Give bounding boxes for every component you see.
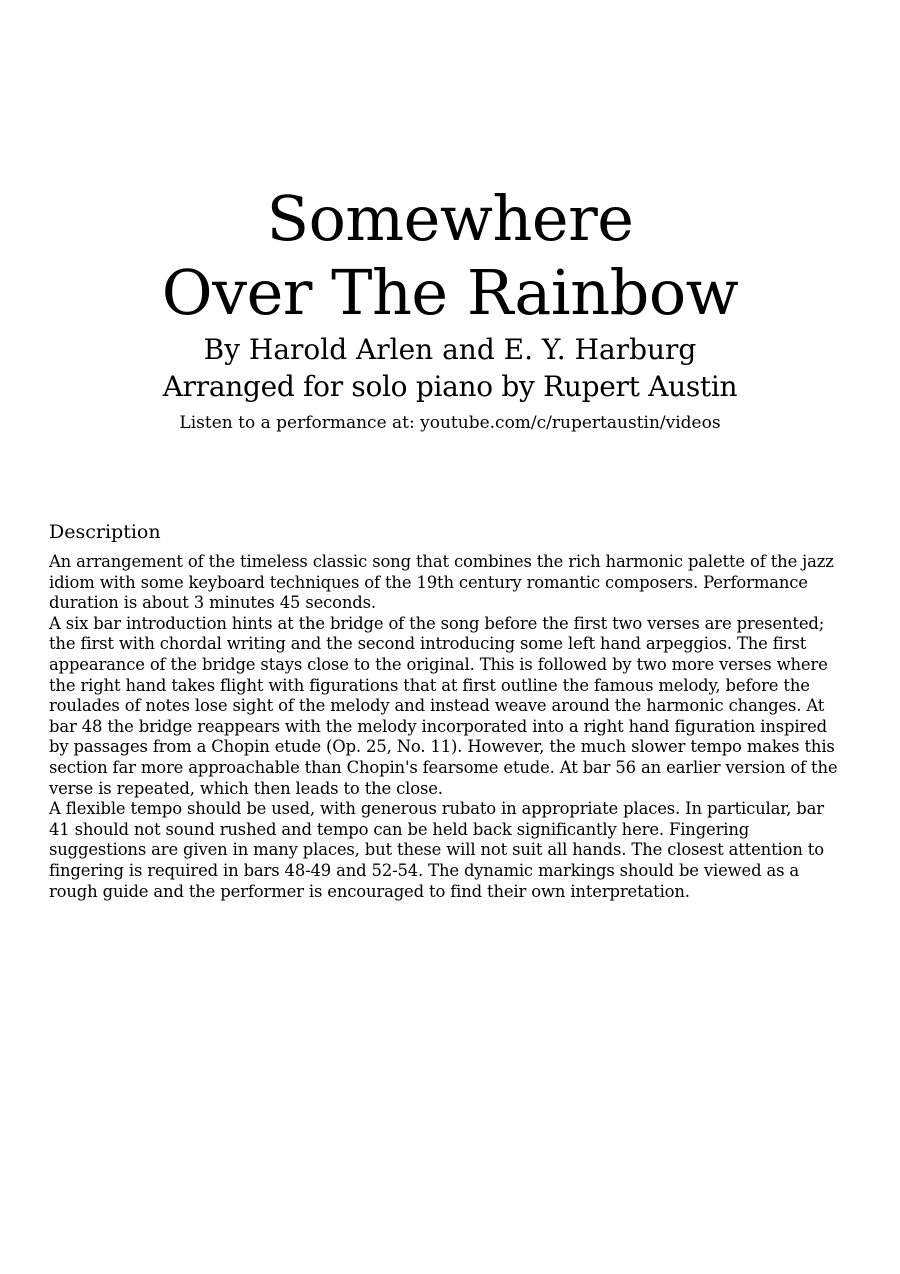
description-paragraph-2: A six bar introduction hints at the bridge of the song before the first two verses are presented; the first with chordal writing and the second introducing some left hand arpeggios. The first appearance of the bridge stays close to the original. This is followed by two more verses where the right hand takes flight with figurations that at first outline the famous melody, before the roulades of notes lose sight of the melody and instead weave around the harmonic changes. At bar 48 the bridge reappears with the melody incorporated into a right hand figuration inspired by passages from a Chopin etude (Op. 25, No. 11). However, the much slower tempo makes this section far more approachable than Chopin's fearsome etude. At bar 56 an earlier version of the verse is repeated, which then leads to the close. (49, 613, 838, 798)
description-paragraph-1: An arrangement of the timeless classic song that combines the rich harmonic palette of the jazz idiom with some keyboard techniques of the 19th century romantic composers. Performance duration is about 3 minutes 45 seconds. (49, 552, 834, 613)
composer-credit: By Harold Arlen and E. Y. Harburg (203, 333, 697, 366)
description-paragraph-3: A flexible tempo should be used, with generous rubato in appropriate places. In particular, bar 41 should not sound rushed and tempo can be held back significantly here. Fingering suggestions are given in many places, but these will not suit all hands. The closest attention to fingering is required in bars 48-49 and 52-54. The dynamic markings should be viewed as a rough guide and the performer is encouraged to find their own interpretation. (49, 799, 824, 901)
description-section (49, 518, 839, 902)
performance-link-text: Listen to a performance at: youtube.com/c/rupertaustin/videos (179, 413, 721, 433)
page-title-line-1: Somewhere (266, 182, 634, 255)
description-heading: Description (49, 521, 161, 543)
title-block (0, 182, 900, 436)
page-title-line-2: Over The Rainbow (161, 256, 739, 329)
arranger-credit: Arranged for solo piano by Rupert Austin (162, 370, 738, 403)
